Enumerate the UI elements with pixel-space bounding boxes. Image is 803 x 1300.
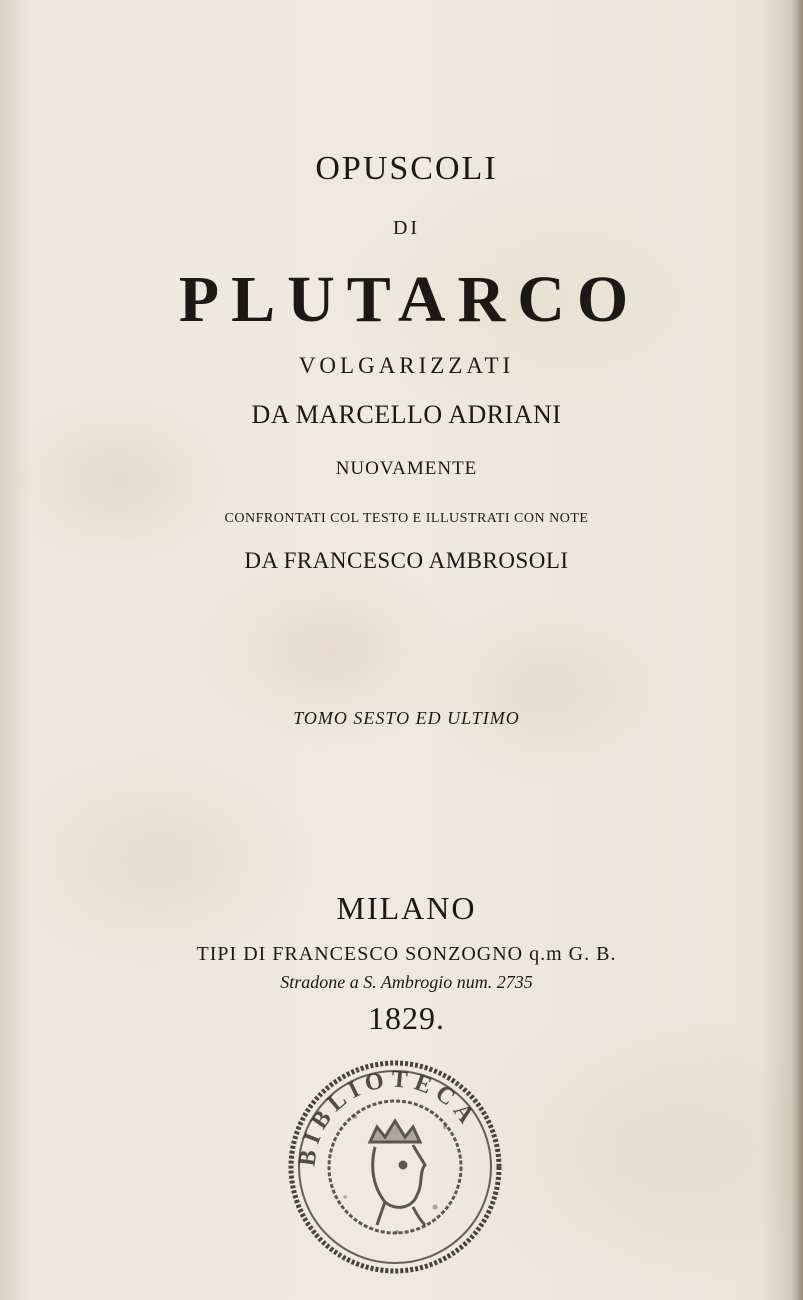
- translator-line: DA MARCELLO ADRIANI: [251, 400, 562, 429]
- stamp-portrait-icon: [370, 1121, 425, 1225]
- editor-line: DA FRANCESCO AMBROSOLI: [244, 548, 569, 573]
- imprint-printer: TIPI DI FRANCESCO SONZOGNO q.m G. B.: [196, 943, 617, 965]
- imprint-city: MILANO: [336, 890, 477, 926]
- work-title-opuscoli: OPUSCOLI: [315, 150, 498, 187]
- imprint-year: 1829.: [368, 1000, 445, 1036]
- page-edge-shadow: [791, 0, 803, 1300]
- title-volgarizzati: VOLGARIZZATI: [298, 353, 515, 378]
- stamp-text: BIBLIOTECA: [294, 1066, 483, 1168]
- volume-statement: TOMO SESTO ED ULTIMO: [293, 708, 520, 728]
- title-connector-di: DI: [392, 217, 421, 239]
- imprint-address: Stradone a S. Ambrogio num. 2735: [280, 972, 533, 992]
- author-name: PLUTARCO: [178, 263, 641, 336]
- edition-statement: CONFRONTATI COL TESTO E ILLUSTRATI CON NOTE: [224, 511, 589, 526]
- title-nuovamente: NUOVAMENTE: [335, 458, 478, 479]
- library-stamp: [285, 1057, 505, 1277]
